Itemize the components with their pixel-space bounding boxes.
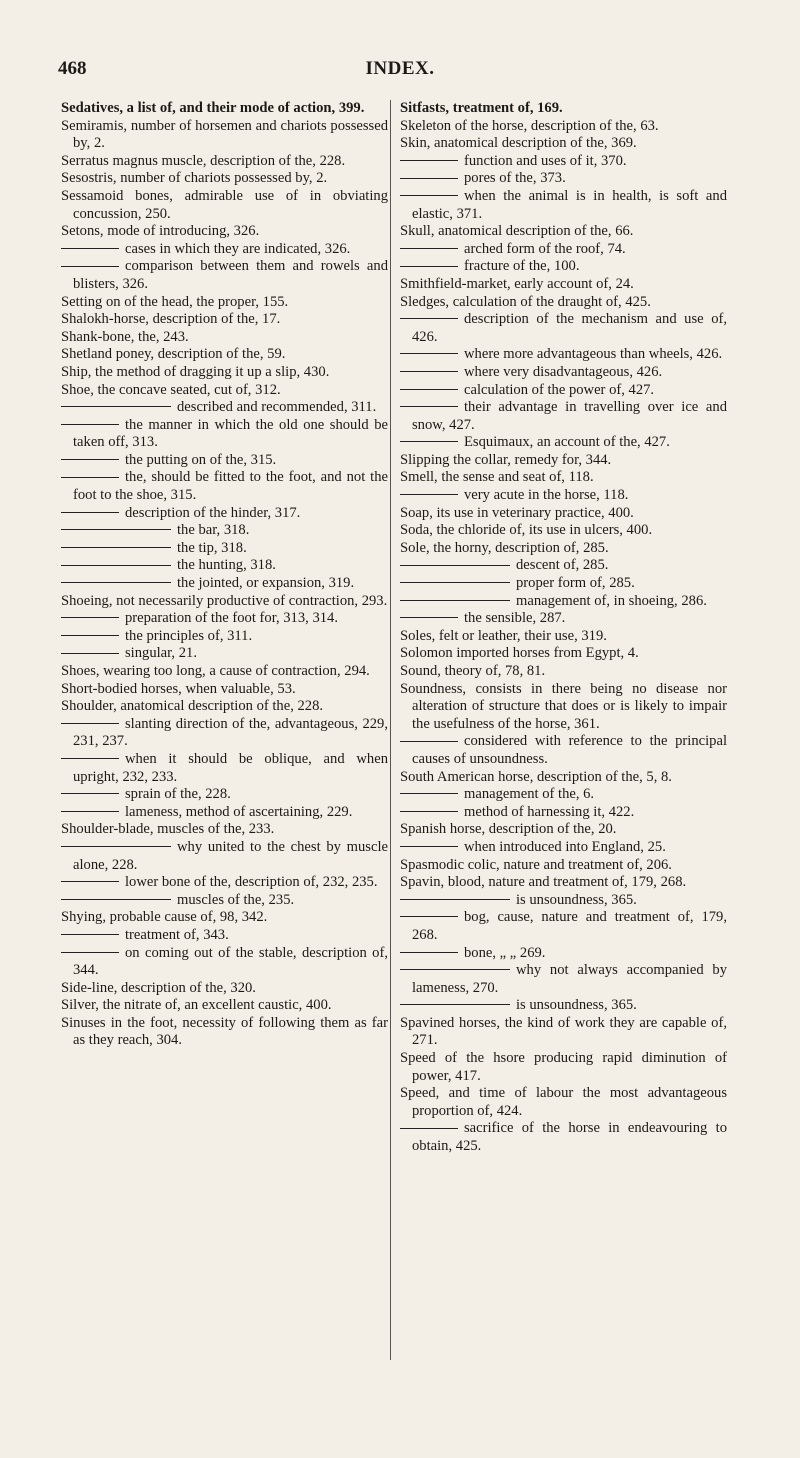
entry-text: arched form of the roof, 74. (464, 240, 626, 257)
entry-text: when introduced into England, 25. (464, 838, 666, 855)
page-title: INDEX. (365, 58, 435, 79)
ditto-dash (61, 565, 171, 566)
ditto-dash (400, 1004, 510, 1005)
entry-text: pores of the, 373. (464, 170, 566, 187)
entry-text: Soundness, consists in there being no disease nor alteration of structure that does or is likely to impair the usefulness of the horse, 361. (400, 680, 727, 732)
entry-text: Shank-bone, the, 243. (61, 328, 189, 345)
entry-text: comparison between them and rowels and blisters, 326. (73, 258, 388, 292)
index-subentry (400, 733, 727, 768)
entry-text: Spasmodic colic, nature and treatment of, 206. (400, 856, 672, 873)
entry-text: Soda, the chloride of, its use in ulcers, 400. (400, 522, 653, 539)
entry-text: considered with reference to the principal causes of unsoundness. (412, 733, 727, 767)
index-subentry (400, 1120, 727, 1155)
ditto-dash (400, 600, 510, 601)
ditto-dash (61, 635, 119, 636)
index-entry (400, 469, 727, 487)
entry-text: is unsoundness, 365. (516, 997, 637, 1014)
page-header (0, 58, 800, 88)
ditto-dash (400, 582, 510, 583)
ditto-dash (61, 248, 119, 249)
index-subentry (61, 804, 388, 822)
index-subentry (61, 786, 388, 804)
entry-text: when the animal is in health, is soft and elastic, 371. (412, 187, 727, 222)
index-entry (400, 540, 727, 558)
ditto-dash (61, 881, 119, 882)
index-entry (400, 118, 727, 136)
entry-text: calculation of the power of, 427. (464, 381, 655, 398)
entry-text: Shoulder, anatomical description of the, 228. (61, 698, 324, 715)
index-entry (400, 522, 727, 540)
ditto-dash (61, 512, 119, 513)
index-subentry (400, 610, 727, 628)
entry-text: Spavin, blood, nature and treatment of, 179, 268. (400, 874, 687, 891)
entry-text: slanting direction of the, advantageous, 229, 231, 237. (73, 715, 388, 750)
index-entry (61, 294, 388, 312)
index-subentry (61, 628, 388, 646)
index-subentry (400, 593, 727, 611)
entry-text: Side-line, description of the, 320. (61, 979, 256, 996)
entry-text: lameness, method of ascertaining, 229. (125, 803, 353, 820)
entry-text: the principles of, 311. (125, 627, 253, 644)
entry-text: Sesostris, number of chariots possessed by, 2. (61, 170, 328, 187)
ditto-dash (400, 811, 458, 812)
ditto-dash (400, 565, 510, 566)
entry-text: Solomon imported horses from Egypt, 4. (400, 645, 639, 662)
index-subentry (400, 399, 727, 434)
entry-text: Soles, felt or leather, their use, 319. (400, 627, 607, 644)
index-entry (61, 346, 388, 364)
index-subentry (61, 874, 388, 892)
entry-text: cases in which they are indicated, 326. (125, 240, 351, 257)
entry-text: the putting on of the, 315. (125, 451, 277, 468)
entry-text: Soap, its use in veterinary practice, 400. (400, 504, 634, 521)
entry-text: proper form of, 285. (516, 575, 635, 592)
index-entry (400, 223, 727, 241)
entry-text: description of the mechanism and use of, 426. (412, 311, 727, 345)
entry-text: lower bone of the, description of, 232, 235. (125, 874, 378, 891)
index-subentry (400, 434, 727, 452)
entry-text: Speed of the hsore producing rapid diminution of power, 417. (400, 1050, 727, 1084)
entry-text: Sedatives, a list of, and their mode of action, 399. (61, 100, 365, 116)
ditto-dash (400, 160, 458, 161)
index-entry (61, 311, 388, 329)
index-subentry (400, 241, 727, 259)
index-entry (400, 100, 727, 118)
index-subentry (61, 927, 388, 945)
entry-text: the manner in which the old one should be taken off, 313. (73, 416, 388, 451)
index-entry (61, 329, 388, 347)
index-entry (61, 681, 388, 699)
entry-text: management of the, 6. (464, 786, 595, 803)
ditto-dash (400, 266, 458, 267)
column-divider (390, 100, 391, 1360)
ditto-dash (400, 195, 458, 196)
entry-text: Smithfield-market, early account of, 24. (400, 275, 634, 292)
entry-text: Short-bodied horses, when valuable, 53. (61, 680, 296, 697)
entry-text: Sledges, calculation of the draught of, 425. (400, 293, 651, 310)
ditto-dash (61, 811, 119, 812)
index-subentry (61, 505, 388, 523)
ditto-dash (61, 582, 171, 583)
ditto-dash (400, 899, 510, 900)
index-subentry (400, 188, 727, 223)
index-subentry (400, 153, 727, 171)
entry-text: Shoulder-blade, muscles of the, 233. (61, 821, 275, 838)
entry-text: Setons, mode of introducing, 326. (61, 223, 260, 240)
index-entry (400, 276, 727, 294)
ditto-dash (400, 406, 458, 407)
index-entry (61, 997, 388, 1015)
index-entry (61, 593, 388, 611)
index-entry (61, 698, 388, 716)
ditto-dash (61, 899, 171, 900)
ditto-dash (400, 178, 458, 179)
index-subentry (400, 804, 727, 822)
index-subentry (61, 452, 388, 470)
index-subentry (61, 892, 388, 910)
entry-text: Sinuses in the foot, necessity of following them as far as they reach, 304. (61, 1014, 388, 1049)
ditto-dash (400, 389, 458, 390)
ditto-dash (400, 441, 458, 442)
index-subentry (61, 417, 388, 452)
entry-text: descent of, 285. (516, 557, 609, 574)
entry-text: Skull, anatomical description of the, 66. (400, 223, 634, 240)
index-subentry (61, 645, 388, 663)
entry-text: description of the hinder, 317. (125, 504, 301, 521)
index-entry (61, 663, 388, 681)
entry-text: Sound, theory of, 78, 81. (400, 663, 546, 679)
index-entry (400, 769, 727, 787)
index-subentry (61, 716, 388, 751)
entry-text: on coming out of the stable, description of, 344. (73, 944, 388, 979)
index-subentry (400, 997, 727, 1015)
ditto-dash (61, 723, 119, 724)
entry-text: sacrifice of the horse in endeavouring to obtain, 425. (412, 1120, 727, 1155)
index-entry (400, 628, 727, 646)
index-subentry (400, 170, 727, 188)
index-subentry (61, 540, 388, 558)
entry-text: why united to the chest by muscle alone, 228. (73, 838, 388, 873)
index-subentry (400, 364, 727, 382)
ditto-dash (400, 248, 458, 249)
index-entry (61, 364, 388, 382)
entry-text: fracture of the, 100. (464, 258, 580, 275)
ditto-dash (61, 459, 119, 460)
entry-text: Shoes, wearing too long, a cause of contraction, 294. (61, 663, 370, 679)
entry-text: Spanish horse, description of the, 20. (400, 821, 617, 838)
index-subentry (400, 962, 727, 997)
entry-text: Setting on of the head, the proper, 155. (61, 293, 289, 310)
index-subentry (400, 839, 727, 857)
entry-text: method of harnessing it, 422. (464, 803, 635, 820)
index-column-right (400, 100, 727, 1156)
entry-text: preparation of the foot for, 313, 314. (125, 610, 338, 627)
entry-text: singular, 21. (125, 645, 197, 662)
ditto-dash (400, 952, 458, 953)
entry-text: very acute in the horse, 118. (464, 487, 629, 504)
entry-text: Shoe, the concave seated, cut of, 312. (61, 381, 281, 398)
index-entry (61, 118, 388, 153)
entry-text: Slipping the collar, remedy for, 344. (400, 451, 612, 468)
entry-text: Silver, the nitrate of, an excellent caustic, 400. (61, 997, 332, 1014)
index-subentry (61, 258, 388, 293)
index-entry (400, 645, 727, 663)
ditto-dash (61, 653, 119, 654)
ditto-dash (61, 846, 171, 847)
entry-text: treatment of, 343. (125, 926, 229, 943)
index-entry (61, 153, 388, 171)
ditto-dash (400, 353, 458, 354)
index-entry (400, 681, 727, 734)
ditto-dash (61, 529, 171, 530)
index-subentry (400, 945, 727, 963)
entry-text: Shetland poney, description of the, 59. (61, 346, 286, 363)
entry-text: Skeleton of the horse, description of the, 63. (400, 117, 659, 134)
ditto-dash (61, 793, 119, 794)
entry-text: Esquimaux, an account of the, 427. (464, 434, 670, 451)
index-subentry (400, 892, 727, 910)
entry-text: Smell, the sense and seat of, 118. (400, 469, 594, 486)
ditto-dash (400, 741, 458, 742)
entry-text: Skin, anatomical description of the, 369. (400, 135, 637, 152)
entry-text: bog, cause, nature and treatment of, 179, 268. (412, 909, 727, 943)
entry-text: Shoeing, not necessarily productive of contraction, 293. (61, 592, 388, 609)
index-subentry (61, 241, 388, 259)
index-subentry (61, 399, 388, 417)
entry-text: Sitfasts, treatment of, 169. (400, 100, 563, 116)
index-subentry (61, 751, 388, 786)
ditto-dash (400, 617, 458, 618)
index-entry (400, 452, 727, 470)
index-entry (61, 909, 388, 927)
entry-text: described and recommended, 311. (177, 399, 377, 416)
entry-text: the jointed, or expansion, 319. (177, 575, 355, 592)
index-subentry (400, 557, 727, 575)
entry-text: Semiramis, number of horsemen and chariots possessed by, 2. (61, 117, 388, 152)
index-entry (400, 135, 727, 153)
index-subentry (61, 469, 388, 504)
index-subentry (61, 945, 388, 980)
ditto-dash (400, 916, 458, 917)
index-subentry (61, 610, 388, 628)
entry-text: when it should be oblique, and when upright, 232, 233. (73, 750, 388, 785)
entry-text: Speed, and time of labour the most advantageous proportion of, 424. (400, 1085, 727, 1119)
ditto-dash (400, 969, 510, 970)
index-subentry (400, 311, 727, 346)
index-entry (400, 294, 727, 312)
ditto-dash (61, 266, 119, 267)
entry-text: function and uses of it, 370. (464, 152, 627, 169)
index-entry (61, 100, 388, 118)
entry-text: the tip, 318. (177, 539, 247, 556)
entry-text: Serratus magnus muscle, description of the, 228. (61, 152, 346, 169)
index-subentry (61, 839, 388, 874)
index-entry (61, 188, 388, 223)
index-subentry (400, 909, 727, 944)
ditto-dash (61, 406, 171, 407)
index-subentry (400, 786, 727, 804)
entry-text: why not always accompanied by lameness, 270. (412, 962, 727, 996)
entry-text: the, should be fitted to the foot, and not the foot to the shoe, 315. (73, 469, 388, 504)
ditto-dash (400, 494, 458, 495)
index-column-left (61, 100, 388, 1050)
index-subentry (400, 346, 727, 364)
ditto-dash (61, 547, 171, 548)
index-subentry (400, 487, 727, 505)
ditto-dash (400, 846, 458, 847)
index-entry (61, 223, 388, 241)
entry-text: sprain of the, 228. (125, 786, 231, 803)
index-subentry (61, 522, 388, 540)
ditto-dash (61, 477, 119, 478)
index-subentry (400, 258, 727, 276)
index-subentry (61, 575, 388, 593)
index-entry (61, 382, 388, 400)
index-subentry (400, 382, 727, 400)
ditto-dash (61, 617, 119, 618)
entry-text: their advantage in travelling over ice and snow, 427. (412, 399, 727, 433)
index-entry (400, 1050, 727, 1085)
entry-text: the sensible, 287. (464, 610, 566, 627)
ditto-dash (400, 793, 458, 794)
index-entry (400, 1015, 727, 1050)
index-entry (400, 857, 727, 875)
entry-text: where more advantageous than wheels, 426. (464, 346, 723, 363)
index-entry (400, 1085, 727, 1120)
ditto-dash (61, 424, 119, 425)
entry-text: Shying, probable cause of, 98, 342. (61, 909, 268, 926)
index-entry (400, 505, 727, 523)
index-subentry (61, 557, 388, 575)
index-entry (400, 821, 727, 839)
entry-text: where very disadvantageous, 426. (464, 363, 663, 380)
ditto-dash (400, 371, 458, 372)
entry-text: Ship, the method of dragging it up a slip, 430. (61, 363, 330, 380)
entry-text: Spavined horses, the kind of work they are capable of, 271. (400, 1014, 727, 1049)
entry-text: Shalokh-horse, description of the, 17. (61, 311, 281, 328)
index-subentry (400, 575, 727, 593)
page-number: 468 (58, 58, 87, 79)
entry-text: the hunting, 318. (177, 557, 276, 574)
entry-text: South American horse, description of the, 5, 8. (400, 768, 672, 785)
entry-text: Sessamoid bones, admirable use of in obviating concussion, 250. (61, 187, 388, 222)
entry-text: is unsoundness, 365. (516, 891, 637, 908)
entry-text: muscles of the, 235. (177, 891, 295, 908)
ditto-dash (400, 1128, 458, 1129)
entry-text: management of, in shoeing, 286. (516, 592, 707, 609)
ditto-dash (400, 318, 458, 319)
ditto-dash (61, 952, 119, 953)
index-entry (400, 874, 727, 892)
index-entry (61, 170, 388, 188)
entry-text: bone, „ „ 269. (464, 944, 546, 961)
index-entry (400, 663, 727, 681)
index-entry (61, 821, 388, 839)
index-entry (61, 1015, 388, 1050)
entry-text: the bar, 318. (177, 522, 250, 539)
ditto-dash (61, 934, 119, 935)
entry-text: Sole, the horny, description of, 285. (400, 539, 609, 556)
index-entry (61, 980, 388, 998)
ditto-dash (61, 758, 119, 759)
